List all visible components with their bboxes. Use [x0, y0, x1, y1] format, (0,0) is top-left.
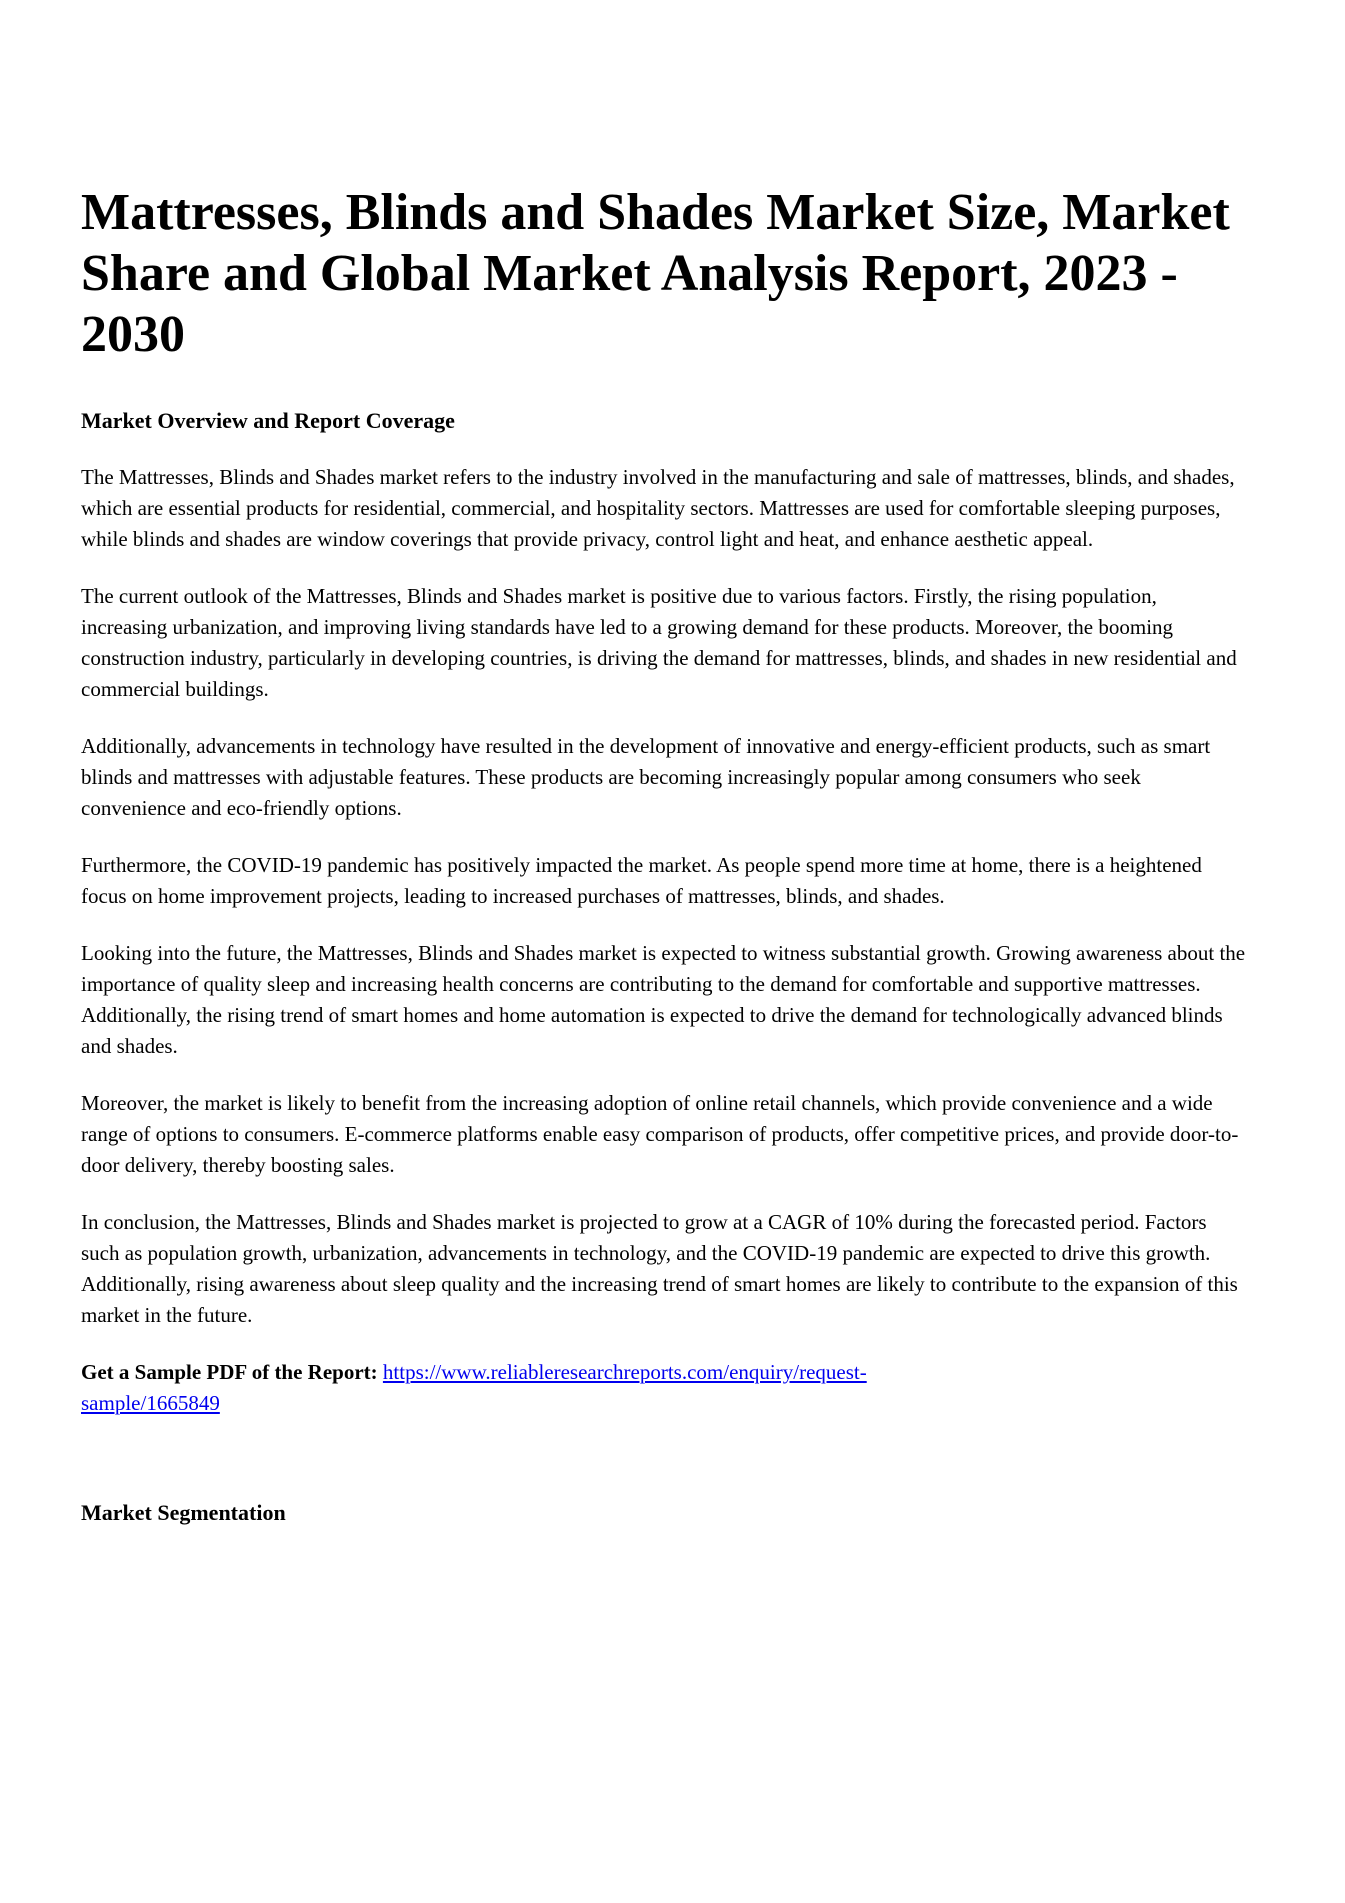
paragraph-future-outlook: Looking into the future, the Mattresses, Blinds and Shades market is expected to witness substantial growth. Growing awareness about the importance of quality sleep and increasing health concerns are contributing to the demand for comfortable and supportive mattresses. Additionally, the rising trend of smart homes and home automation is expected to drive the demand for technologically advanced blinds and shades.: [81, 941, 1246, 1058]
sample-pdf-label: Get a Sample PDF of the Report:: [81, 1360, 378, 1384]
overview-section-heading: Market Overview and Report Coverage: [81, 408, 455, 433]
paragraph-market-definition: The Mattresses, Blinds and Shades market refers to the industry involved in the manufacturing and sale of mattresses, blinds, and shades, which are essential products for residential, commercial, and hospitality sectors. Mattresses are used for comfortable sleeping purposes, while blinds and shades are window coverings that provide privacy, control light and heat, and enhance aesthetic appeal.: [81, 465, 1235, 551]
report-title: Mattresses, Blinds and Shades Market Size, Market Share and Global Market Analysis Report, 2023 - 2030: [81, 184, 1230, 363]
sample-pdf-link-line1: https://www.reliableresearchreports.com/enquiry/request-: [382, 1360, 867, 1384]
sample-pdf-link-line2: sample/1665849: [81, 1391, 220, 1415]
paragraph-current-outlook: The current outlook of the Mattresses, Blinds and Shades market is positive due to various factors. Firstly, the rising population, increasing urbanization, and improving living standards have led to a growing demand for these products. Moreover, the booming construction industry, particularly in developing countries, is driving the demand for mattresses, blinds, and shades in new residential and commercial buildings.: [81, 584, 1237, 701]
paragraph-technology-advancements: Additionally, advancements in technology have resulted in the development of innovative and energy-efficient products, such as smart blinds and mattresses with adjustable features. These products are becoming increasingly popular among consumers who seek convenience and eco-friendly options.: [81, 734, 1211, 820]
paragraph-online-retail: Moreover, the market is likely to benefit from the increasing adoption of online retail channels, which provide convenience and a wide range of options to consumers. E-commerce platforms enable easy comparison of products, offer competitive prices, and provide door-to-door delivery, thereby boosting sales.: [81, 1091, 1239, 1177]
paragraph-conclusion-cagr: In conclusion, the Mattresses, Blinds and Shades market is projected to grow at a CAGR of 10% during the forecasted period. Factors such as population growth, urbanization, advancements in technology, and the COVID-19 pandemic are expected to drive this growth. Additionally, rising awareness about sleep quality and the increasing trend of smart homes are likely to contribute to the expansion of this market in the future.: [81, 1210, 1238, 1327]
sample-pdf-line: [81, 1357, 1247, 1419]
paragraph-covid-impact: Furthermore, the COVID-19 pandemic has positively impacted the market. As people spend more time at home, there is a heightened focus on home improvement projects, leading to increased purchases of mattresses, blinds, and shades.: [81, 853, 1202, 908]
segmentation-section-heading: Market Segmentation: [81, 1500, 286, 1525]
